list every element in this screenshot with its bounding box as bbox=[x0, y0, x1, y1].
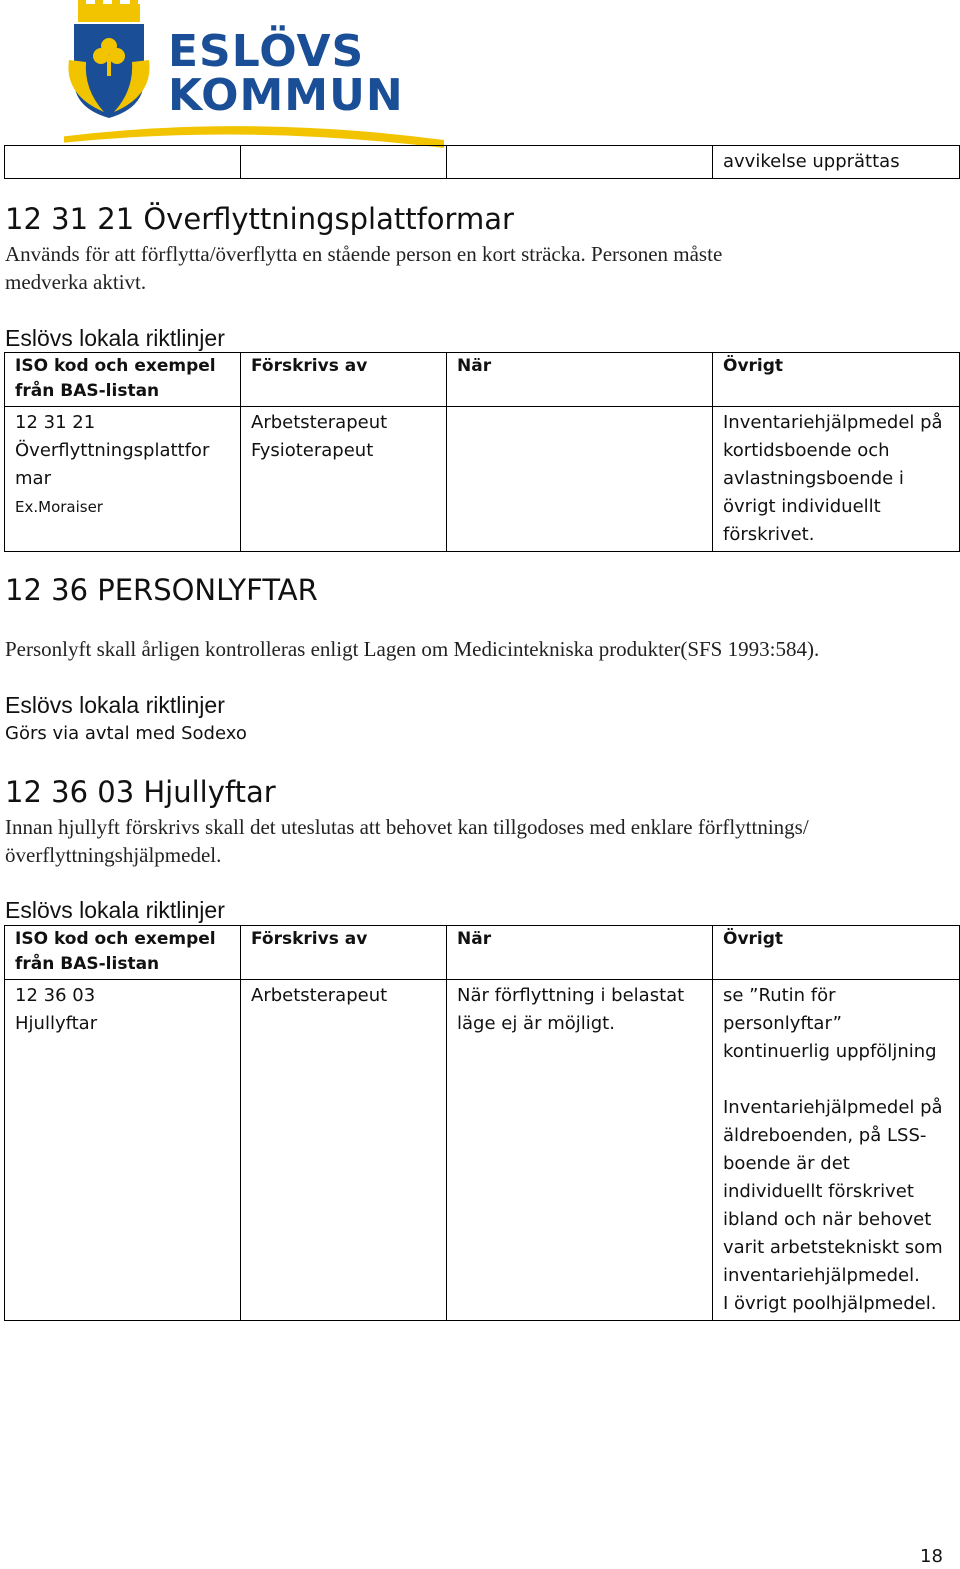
top-continuation-table bbox=[4, 145, 960, 179]
guidelines-heading: Eslövs lokala riktlinjer bbox=[5, 325, 225, 351]
guidelines-table bbox=[4, 925, 960, 1321]
logo-text-line1: ESLÖVS bbox=[168, 26, 365, 77]
when-cell: När förflyttning i belastat läge ej är möjligt. bbox=[447, 980, 713, 1321]
column-header: ISO kod och exempel från BAS-listan bbox=[5, 353, 241, 407]
section-title: 12 31 21 Överflyttningsplattformar bbox=[5, 202, 514, 236]
iso-name: Hjullyftar bbox=[15, 1013, 98, 1034]
section-title: 12 36 03 Hjullyftar bbox=[5, 775, 276, 809]
column-header: Övrigt bbox=[713, 926, 960, 980]
iso-code: 12 31 21 bbox=[15, 412, 96, 433]
section-description: Personlyft skall årligen kontrolleras enligt Lagen om Medicintekniska produkter(SFS 1993:584). bbox=[5, 637, 820, 661]
iso-example: Ex.Moraiser bbox=[15, 498, 103, 516]
table-row bbox=[5, 407, 960, 552]
iso-name: Överflyttningsplattfor mar bbox=[15, 440, 210, 489]
column-header: ISO kod och exempel från BAS-listan bbox=[5, 926, 241, 980]
other-text: Inventariehjälpmedel på äldreboenden, på LSS-boende är det individuellt förskrivet ibland och när behovet varit arbetstekniskt som inventariehjälpmedel. bbox=[723, 1097, 943, 1286]
other-text: I övrigt poolhjälpmedel. bbox=[723, 1293, 937, 1314]
section-title: 12 36 PERSONLYFTAR bbox=[5, 573, 318, 607]
guidelines-heading: Eslövs lokala riktlinjer bbox=[5, 692, 225, 718]
column-header: När bbox=[447, 926, 713, 980]
table-row bbox=[5, 980, 960, 1321]
column-header: Övrigt bbox=[713, 353, 960, 407]
other-text: se ”Rutin för personlyftar” kontinuerlig uppföljning bbox=[723, 985, 937, 1062]
iso-code: 12 36 03 bbox=[15, 985, 96, 1006]
section-description: Innan hjullyft förskrivs skall det uteslutas att behovet kan tillgodoses med enklare förflyttnings/överflyttningshjälpmedel. bbox=[5, 815, 809, 867]
prescriber: Arbetsterapeut bbox=[251, 412, 388, 433]
section-description: Används för att förflytta/överflytta en stående person en kort sträcka. Personen måste medverka aktivt. bbox=[5, 242, 723, 294]
other-cell: Inventariehjälpmedel på kortidsboende och avlastningsboende i övrigt individuellt förskrivet. bbox=[713, 407, 960, 552]
table-cell: avvikelse upprättas bbox=[713, 146, 960, 179]
when-cell bbox=[447, 407, 713, 552]
column-header: Förskrivs av bbox=[241, 353, 447, 407]
guideline-note: Görs via avtal med Sodexo bbox=[5, 723, 247, 744]
logo-text-line2: KOMMUN bbox=[168, 70, 404, 121]
guidelines-table bbox=[4, 352, 960, 552]
page-number: 18 bbox=[920, 1546, 943, 1567]
table-cell bbox=[5, 146, 241, 179]
prescriber: Arbetsterapeut bbox=[241, 980, 447, 1321]
prescriber: Fysioterapeut bbox=[251, 440, 374, 461]
table-cell bbox=[241, 146, 447, 179]
column-header: Förskrivs av bbox=[241, 926, 447, 980]
table-cell bbox=[447, 146, 713, 179]
eslovs-kommun-logo bbox=[64, 0, 444, 150]
guidelines-heading: Eslövs lokala riktlinjer bbox=[5, 897, 225, 923]
column-header: När bbox=[447, 353, 713, 407]
